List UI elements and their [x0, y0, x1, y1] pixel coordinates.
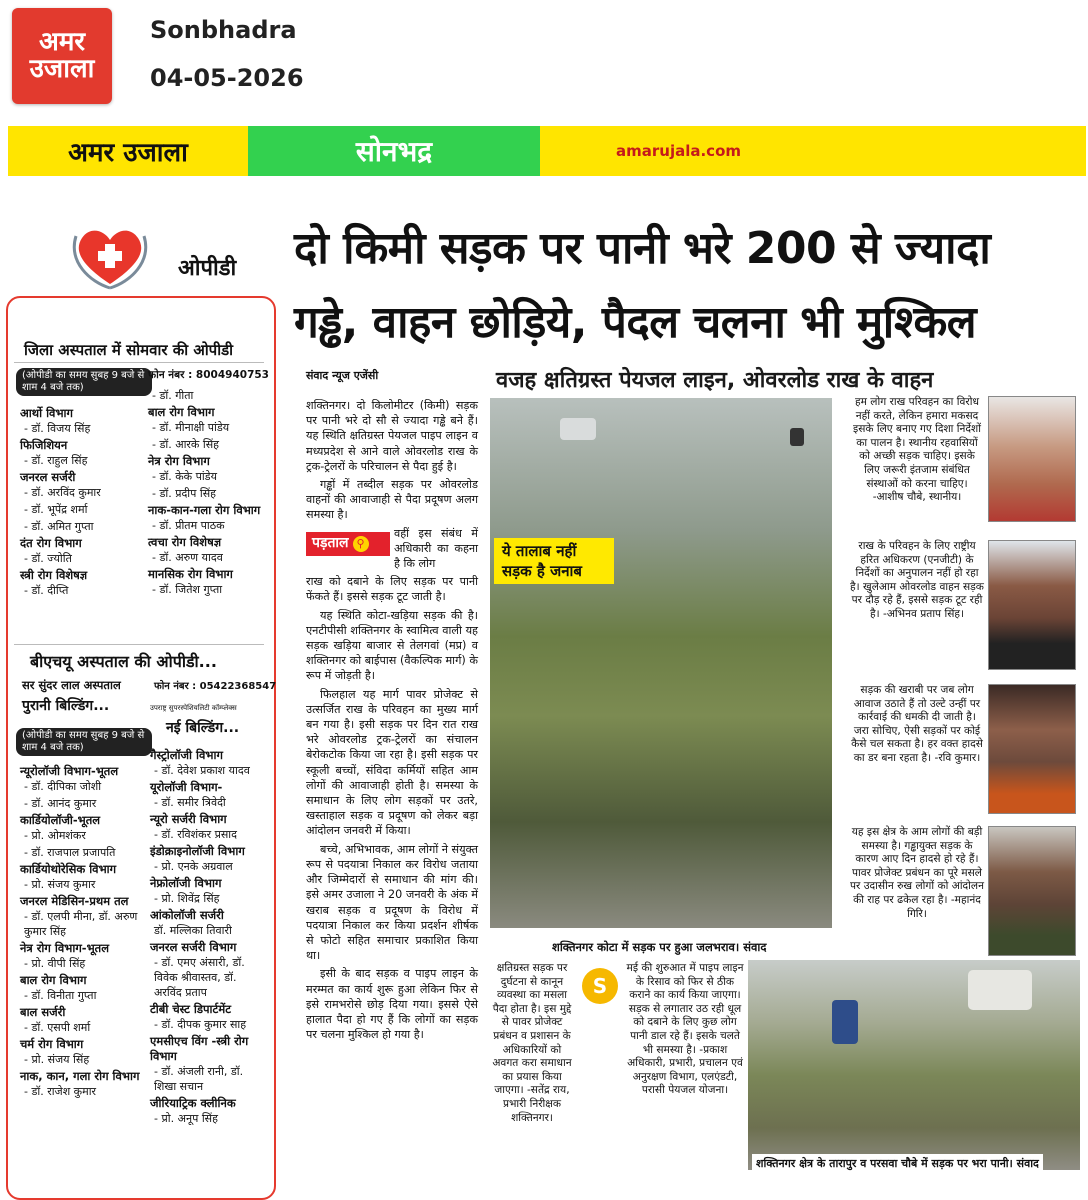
department-name: नेफ्रोलॉजी विभाग [150, 876, 222, 890]
edition-name: Sonbhadra [150, 16, 297, 44]
bhu-sub-left-2: पुरानी बिल्डिंग... [22, 698, 110, 714]
doctor-name: - डॉ. प्रीतम पाठक [152, 519, 225, 532]
doctor-name: - डॉ. विनीता गुप्ता [24, 989, 97, 1002]
paragraph: फिलहाल यह मार्ग पावर प्रोजेक्ट से उत्सर्जित राख के परिवहन का मुख्य मार्ग बन गया है। इसी सड़क पर दिन रात राख भरे ओवरलोड ट्रक-ट्रेलरों का संचालन बेरोकटोक किया जा रहा है। इसी सड़क पर स्कूली बच्चों, संविदा कर्मियों सहित आम लोगों की आवाजाही होती है। समस्या के समाधान के लिए लोग सड़कों पर उतरे, खस्ताहाल सड़क व प्रदूषण को लेकर बड़ा आंदोलन जनवरी में किया। [306, 687, 478, 838]
doctor-name: - डॉ. आनंद कुमार [24, 797, 97, 810]
department-name: नाक, कान, गला रोग विभाग [20, 1069, 140, 1083]
photo-badge-line1: ये तालाब नहीं [502, 542, 577, 560]
person-photo-2 [988, 540, 1076, 670]
department-name: चर्म रोग विभाग [20, 1037, 84, 1051]
byline: संवाद न्यूज एजेंसी [306, 369, 379, 382]
doctor-name: - डॉ. विजय सिंह [24, 422, 91, 435]
department-name: त्वचा रोग विशेषज्ञ [148, 535, 222, 549]
department-name: जनरल सर्जरी [20, 470, 76, 484]
department-name: बाल सर्जरी [20, 1005, 66, 1019]
department-name: कार्डियोलॉजी-भूतल [20, 813, 101, 827]
doctor-name: - प्रो. वीपी सिंह [24, 957, 86, 970]
band-site-link[interactable]: amarujala.com [540, 126, 1086, 176]
quote-text: हम लोग राख परिवहन का विरोध नहीं करते, लेकिन हमारा मकसद इसके लिए बनाए गए दिशा निर्देशों का पालन है। स्थानीय रहवासियों को अच्छी सड़क चाहिए। इसके लिए जरूरी इंतजाम संबंधित संस्थाओं को करना चाहिए। -आशीष चौबे, स्थानीय। [853, 396, 981, 504]
paragraph: इसी के बाद सड़क व पाइप लाइन के मरम्मत का कार्य शुरू हुआ लेकिन फिर से इसे रामभरोसे छोड़ दिया गया। इससे ऐसे हालात पैदा हो गए हैं कि लोगों का सड़क पर चलना मुश्किल हो गया है। [306, 967, 478, 1042]
doctor-name: - डॉ. दीपक कुमार साह [154, 1018, 247, 1031]
doctor-name: - डॉ. दीपिका जोशी [24, 780, 102, 793]
paragraph: शक्तिनगर। दो किलोमीटर (किमी) सड़क पर पानी भरे दो सौ से ज्यादा गड्ढे बने हैं। यह स्थिति क्षतिग्रस्त पेयजल पाइप लाइन व मध्यप्रदेश से आने वाले ओवरलोड राख के ट्रक-ट्रेलरों के परिचालन से पैदा हुई है। [306, 399, 478, 473]
department-name: जीरियाट्रिक क्लीनिक [150, 1096, 236, 1110]
doctor-name: - डॉ. राजेश कुमार [24, 1085, 97, 1098]
doctor-name: - डॉ. राहुल सिंह [24, 454, 88, 467]
band-brand: अमर उजाला [8, 126, 248, 176]
doctor-name: - डॉ. अरुण यादव [152, 551, 223, 564]
car-shape [560, 418, 596, 440]
doctor-name: - डॉ. रविशंकर प्रसाद [154, 828, 237, 841]
department-name: न्यूरोलॉजी विभाग-भूतल [20, 764, 119, 778]
motorbike-shape [790, 428, 804, 446]
edition-date: 04-05-2026 [150, 64, 304, 92]
bhu-sub-right-small: उपराष्ट्र सुपरस्पेशियलिटी कॉम्प्लेक्स [150, 704, 237, 712]
padtal-badge [306, 532, 390, 556]
headline-line-2: गड्ढे, वाहन छोड़िये, पैदल चलना भी मुश्किल [294, 297, 977, 348]
quote-box [850, 826, 984, 954]
department-name: कार्डियोथोरेसिक विभाग [20, 862, 117, 876]
department-name: एमसीएच विंग -स्त्री रोग विभाग [150, 1034, 249, 1063]
department-name: बाल रोग विभाग [20, 973, 87, 987]
photo2-caption: शक्तिनगर क्षेत्र के तारापुर व परसवा चौबे में सड़क पर भरा पानी। संवाद [752, 1154, 1043, 1173]
department-name: टीबी चेस्ट डिपार्टमेंट [150, 1002, 232, 1016]
paragraph: गड्ढों में तब्दील सड़क पर ओवरलोड वाहनों की आवाजाही से पैदा प्रदूषण अलग समस्या है। [306, 478, 478, 522]
doctor-name: - डॉ. देवेश प्रकाश यादव [154, 764, 250, 777]
department-name: फिजिशियन [20, 438, 68, 452]
doctor-name: - डॉ. एसपी शर्मा [24, 1021, 91, 1034]
quote-box [850, 540, 984, 668]
person-photo-1 [988, 396, 1076, 522]
department-name: स्त्री रोग विशेषज्ञ [20, 568, 88, 582]
department-name: इंडोक्राइनोलॉजी विभाग [150, 844, 245, 858]
doctor-name: - डॉ. ज्योति [24, 552, 72, 565]
doctor-name: - प्रो. संजय कुमार [24, 878, 96, 891]
doctor-name: - डॉ. दीप्ति [24, 584, 69, 597]
doctor-name: डॉ. मल्लिका तिवारी [154, 924, 232, 937]
divider [14, 362, 264, 363]
department-name: आर्थो विभाग [20, 406, 73, 420]
bhu-left-column [20, 762, 146, 1101]
amar-ujala-logo [12, 8, 112, 104]
doctor-name: - डॉ. केके पांडेय [152, 470, 217, 483]
doctor-name: - प्रो. अनूप सिंह [154, 1112, 218, 1125]
doctor-name: - प्रो. संजय सिंह [24, 1053, 90, 1066]
department-name: जनरल सर्जरी विभाग [150, 940, 237, 954]
doctor-name: - डॉ. प्रदीप सिंह [152, 487, 217, 500]
quote-text: यह इस क्षेत्र के आम लोगों की बड़ी समस्या है। गड्ढायुक्त सड़क के कारण आए दिन हादसे हो रहे हैं। पावर प्रोजेक्ट प्रबंधन का पूरे मसले पर उदासीन रुख लोगों को आंदोलन की राह पर ढकेल रहा है। -महानंद गिरि। [850, 826, 984, 920]
headline-line-1: दो किमी सड़क पर पानी भरे 200 से ज्यादा [294, 223, 991, 274]
masthead-band [8, 126, 1086, 176]
quote-text: राख के परिवहन के लिए राष्ट्रीय हरित अधिकरण (एनजीटी) के निर्देशों का अनुपालन नहीं हो रहा है। खुलेआम ओवरलोड वाहन सड़क पर दौड़ रहे हैं, इससे सड़क टूट रही है। -अभिनव प्रताप सिंह। [850, 540, 984, 620]
divider [14, 644, 264, 645]
department-name: नाक-कान-गला रोग विभाग [148, 503, 261, 517]
band-city: सोनभद्र [248, 126, 540, 176]
waterlogged-road-photo [490, 398, 832, 928]
bhu-opd-time: (ओपीडी का समय सुबह 9 बजे से शाम 4 बजे तक) [16, 728, 152, 756]
doctor-name: - डॉ. आरके सिंह [152, 438, 220, 451]
district-opd-title: जिला अस्पताल में सोमवार की ओपीडी [24, 341, 233, 359]
doctor-name: - डॉ. अमित गुप्ता [24, 520, 94, 533]
doctor-name: - डॉ. अरविंद कुमार [24, 486, 101, 499]
photo1-caption: शक्तिनगर कोटा में सड़क पर हुआ जलभराव। संवाद [548, 938, 771, 957]
doctor-name: - डॉ. समीर त्रिवेदी [154, 796, 226, 809]
department-name: नेत्र रोग विभाग-भूतल [20, 941, 110, 955]
info-box-text: क्षतिग्रस्त सड़क पर दुर्घटना से कानून व्यवस्था का मसला पैदा होता है। इस मुद्दे से पावर प्रोजेक्ट प्रबंधन व प्रशासन के अधिकारियों को अवगत करा समाधान का प्रयास किया जाएगा। -सतेंद्र राय, प्रभारी निरीक्षक शक्तिनगर। [492, 962, 572, 1124]
bhu-opd-phone: फोन नंबर : 05422368547 [154, 681, 277, 692]
department-name: यूरोलॉजी विभाग- [150, 780, 223, 794]
paragraph: यह स्थिति कोटा-खड़िया सड़क की है। एनटीपीसी शक्तिनगर के स्वामित्व वाली यह सड़क खड़िया बाजार से तेलगवां (मप्र) व शक्तिनगर को बाईपास (वैकल्पिक मार्ग) के रूप में जोड़ती है। [306, 608, 478, 683]
person-photo-4 [988, 826, 1076, 956]
photo-badge [494, 538, 614, 584]
doctor-name: - डॉ. गीता [152, 389, 194, 402]
circle-logo-icon: S [582, 968, 618, 1004]
department-name: बाल रोग विभाग [148, 405, 215, 419]
scooter-rider-shape [832, 1000, 858, 1044]
photo-badge-line2: सड़क है जनाब [502, 562, 582, 580]
heart-stethoscope-icon [70, 222, 150, 292]
doctor-name: - डॉ. जितेश गुप्ता [152, 583, 223, 596]
padtal-label: पड़ताल [312, 535, 349, 552]
info-box-text: मई की शुरुआत में पाइप लाइन के रिसाव को फिर से ठीक कराने का कार्य किया जाएगा। सड़क से लगातार उठ रही धूल को दबाने के लिए कुछ लोग पानी डाल रहे हैं। इसके चलते भी समस्या है। -प्रकाश अधिकारी, प्रभारी, प्रचालन एवं अनुरक्षण विभाग, एलएंडटी, परासी पेयजल योजना। [626, 962, 744, 1097]
info-box-1 [492, 962, 572, 1168]
doctor-name: - प्रो. ओमशंकर [24, 829, 86, 842]
info-box-2 [626, 962, 744, 1168]
person-photo-3 [988, 684, 1076, 814]
article-body [306, 398, 478, 1045]
doctor-name: - डॉ. अंजली रानी, डॉ. शिखा सचान [154, 1065, 244, 1093]
paragraph: वहीं इस संबंध में अधिकारी का कहना है कि लोग [394, 526, 478, 571]
quote-box [850, 396, 984, 520]
department-name: न्यूरो सर्जरी विभाग [150, 812, 227, 826]
bhu-right-column [150, 746, 266, 1128]
department-name: आंकोलॉजी सर्जरी [150, 908, 224, 922]
district-right-column [148, 388, 268, 599]
paragraph: राख को दबाने के लिए सड़क पर पानी फेंकते हैं। इससे सड़क टूट जाती है। [306, 575, 478, 604]
doctor-name: - डॉ. राजपाल प्रजापति [24, 846, 116, 859]
doctor-name: - डॉ. एलपी मीना, डॉ. अरुण कुमार सिंह [24, 910, 138, 938]
department-name: गैस्ट्रोलॉजी विभाग [150, 748, 223, 762]
suv-shape [968, 970, 1032, 1010]
district-opd-phone: फोन नंबर : 8004940753 [148, 369, 269, 381]
flooded-street-photo [748, 960, 1080, 1170]
doctor-name: - प्रो. शिवेंद्र सिंह [154, 892, 220, 905]
subheadline: वजह क्षतिग्रस्त पेयजल लाइन, ओवरलोड राख के वाहन [496, 368, 934, 393]
logo-line-2: उजाला [29, 54, 95, 84]
logo-line-1: अमर [38, 26, 86, 57]
bhu-sub-left: सर सुंदर लाल अस्पताल [22, 678, 121, 692]
department-name: जनरल मेडिसिन-प्रथम तल [20, 894, 129, 908]
department-name: दंत रोग विभाग [20, 536, 82, 550]
doctor-name: - डॉ. मीनाक्षी पांडेय [152, 421, 230, 434]
district-opd-time: (ओपीडी का समय सुबह 9 बजे से शाम 4 बजे तक) [16, 368, 152, 396]
quote-text: सड़क की खराबी पर जब लोग आवाज उठाते हैं तो उल्टे उन्हीं पर कार्रवाई की धमकी दी जाती है। जरा सोचिए, ऐसी सड़कों पर कोई कैसे चल सकता है। हर वक्त हादसे का डर बना रहता है। -रवि कुमार। [851, 684, 983, 764]
paragraph: बच्चे, अभिभावक, आम लोगों ने संयुक्त रूप से पदयात्रा निकाल कर विरोध जताया और जिम्मेदारों से समाधान की मांग की। इसे अमर उजाला ने 20 जनवरी के अंक में खराब सड़क व प्रदूषण के विरोध में पदयात्रा निकाल कर किया प्रदर्शन शीर्षक से फोटो सहित समाचार प्रकाशित किया था। [306, 842, 478, 963]
doctor-name: - डॉ. भूपेंद्र शर्मा [24, 503, 88, 516]
magnifier-icon: ⚲ [353, 536, 369, 552]
district-left-column [20, 404, 144, 600]
doctor-name: - प्रो. एनके अग्रवाल [154, 860, 233, 873]
bhu-sub-right: नई बिल्डिंग... [166, 720, 240, 736]
bhu-opd-title: बीएचयू अस्पताल की ओपीडी... [30, 652, 217, 671]
opd-tag: ओपीडी [178, 256, 237, 281]
department-name: नेत्र रोग विभाग [148, 454, 210, 468]
department-name: मानसिक रोग विभाग [148, 567, 233, 581]
doctor-name: - डॉ. एमए अंसारी, डॉ. विवेक श्रीवास्तव, डॉ. अरविंद प्रताप [154, 956, 245, 999]
quote-box [850, 684, 984, 812]
